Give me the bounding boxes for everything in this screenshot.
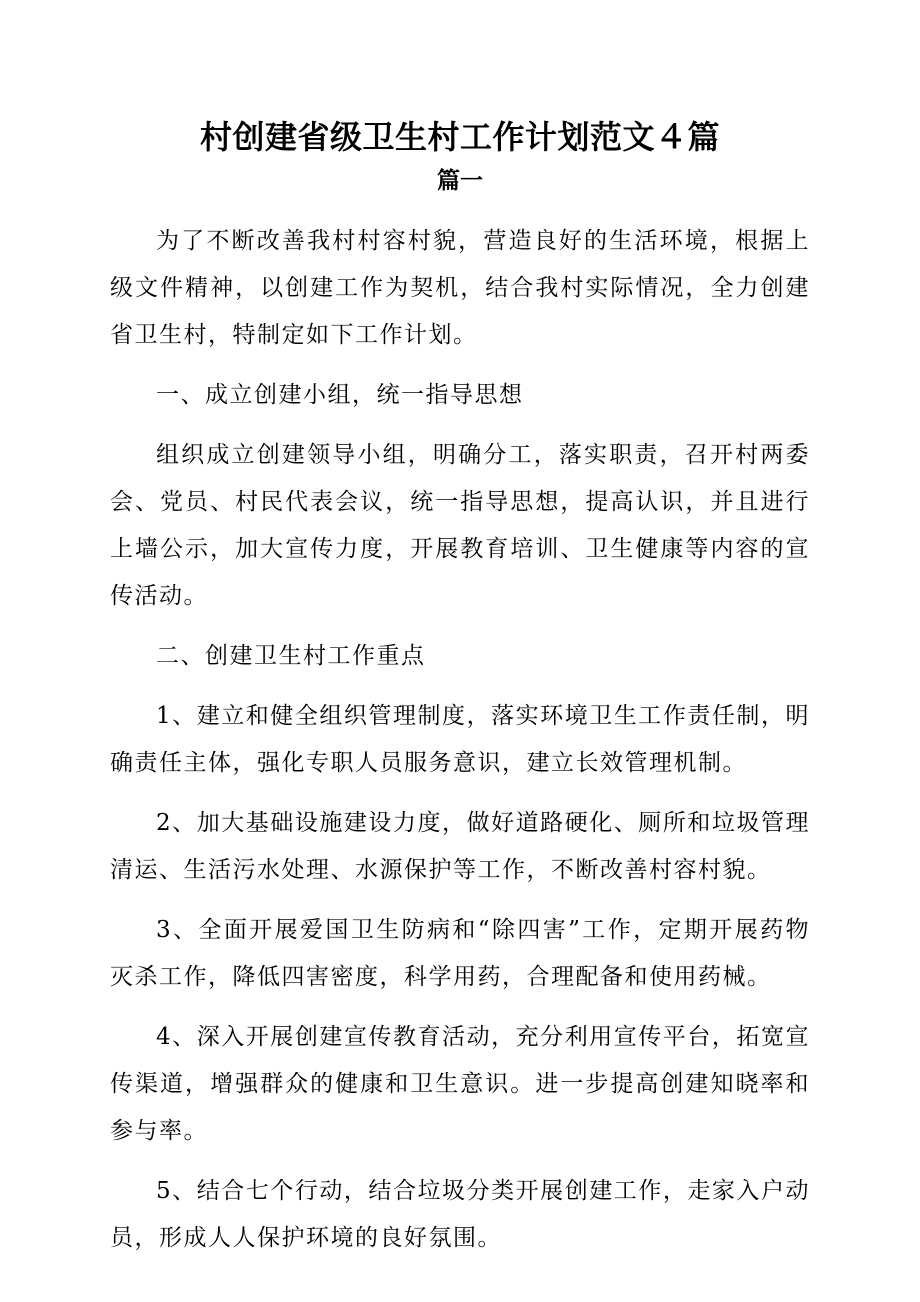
list-item-3: 3、全面开展爱国卫生防病和“除四害”工作，定期开展药物灭杀工作，降低四害密度，科学用药，合理配备和使用药械。 bbox=[110, 917, 810, 990]
list-item-1: 1、建立和健全组织管理制度，落实环境卫生工作责任制，明确责任主体，强化专职人员服务意识，建立长效管理机制。 bbox=[110, 703, 810, 776]
paragraph-intro: 为了不断改善我村村容村貌，营造良好的生活环境，根据上级文件精神，以创建工作为契机，结合我村实际情况，全力创建省卫生村，特制定如下工作计划。 bbox=[110, 228, 810, 348]
section-heading-1: 一、成立创建小组，统一指导思想 bbox=[156, 382, 524, 408]
paragraph-section-1: 组织成立创建领导小组，明确分工，落实职责，召开村两委会、党员、村民代表会议，统一指导思想，提高认识，并且进行上墙公示，加大宣传力度，开展教育培训、卫生健康等内容的宣传活动。 bbox=[110, 442, 810, 609]
section-heading-2: 二、创建卫生村工作重点 bbox=[156, 643, 426, 669]
list-item-2: 2、加大基础设施建设力度，做好道路硬化、厕所和垃圾管理清运、生活污水处理、水源保护等工作，不断改善村容村貌。 bbox=[110, 810, 810, 883]
document-title: 村创建省级卫生村工作计划范文４篇 bbox=[199, 118, 720, 156]
list-item-5: 5、结合七个行动，结合垃圾分类开展创建工作，走家入户动员，形成人人保护环境的良好氛围。 bbox=[110, 1178, 810, 1251]
document-subtitle: 篇一 bbox=[437, 168, 483, 194]
list-item-4: 4、深入开展创建宣传教育活动，充分利用宣传平台，拓宽宣传渠道，增强群众的健康和卫生意识。进一步提高创建知晓率和参与率。 bbox=[110, 1024, 810, 1144]
